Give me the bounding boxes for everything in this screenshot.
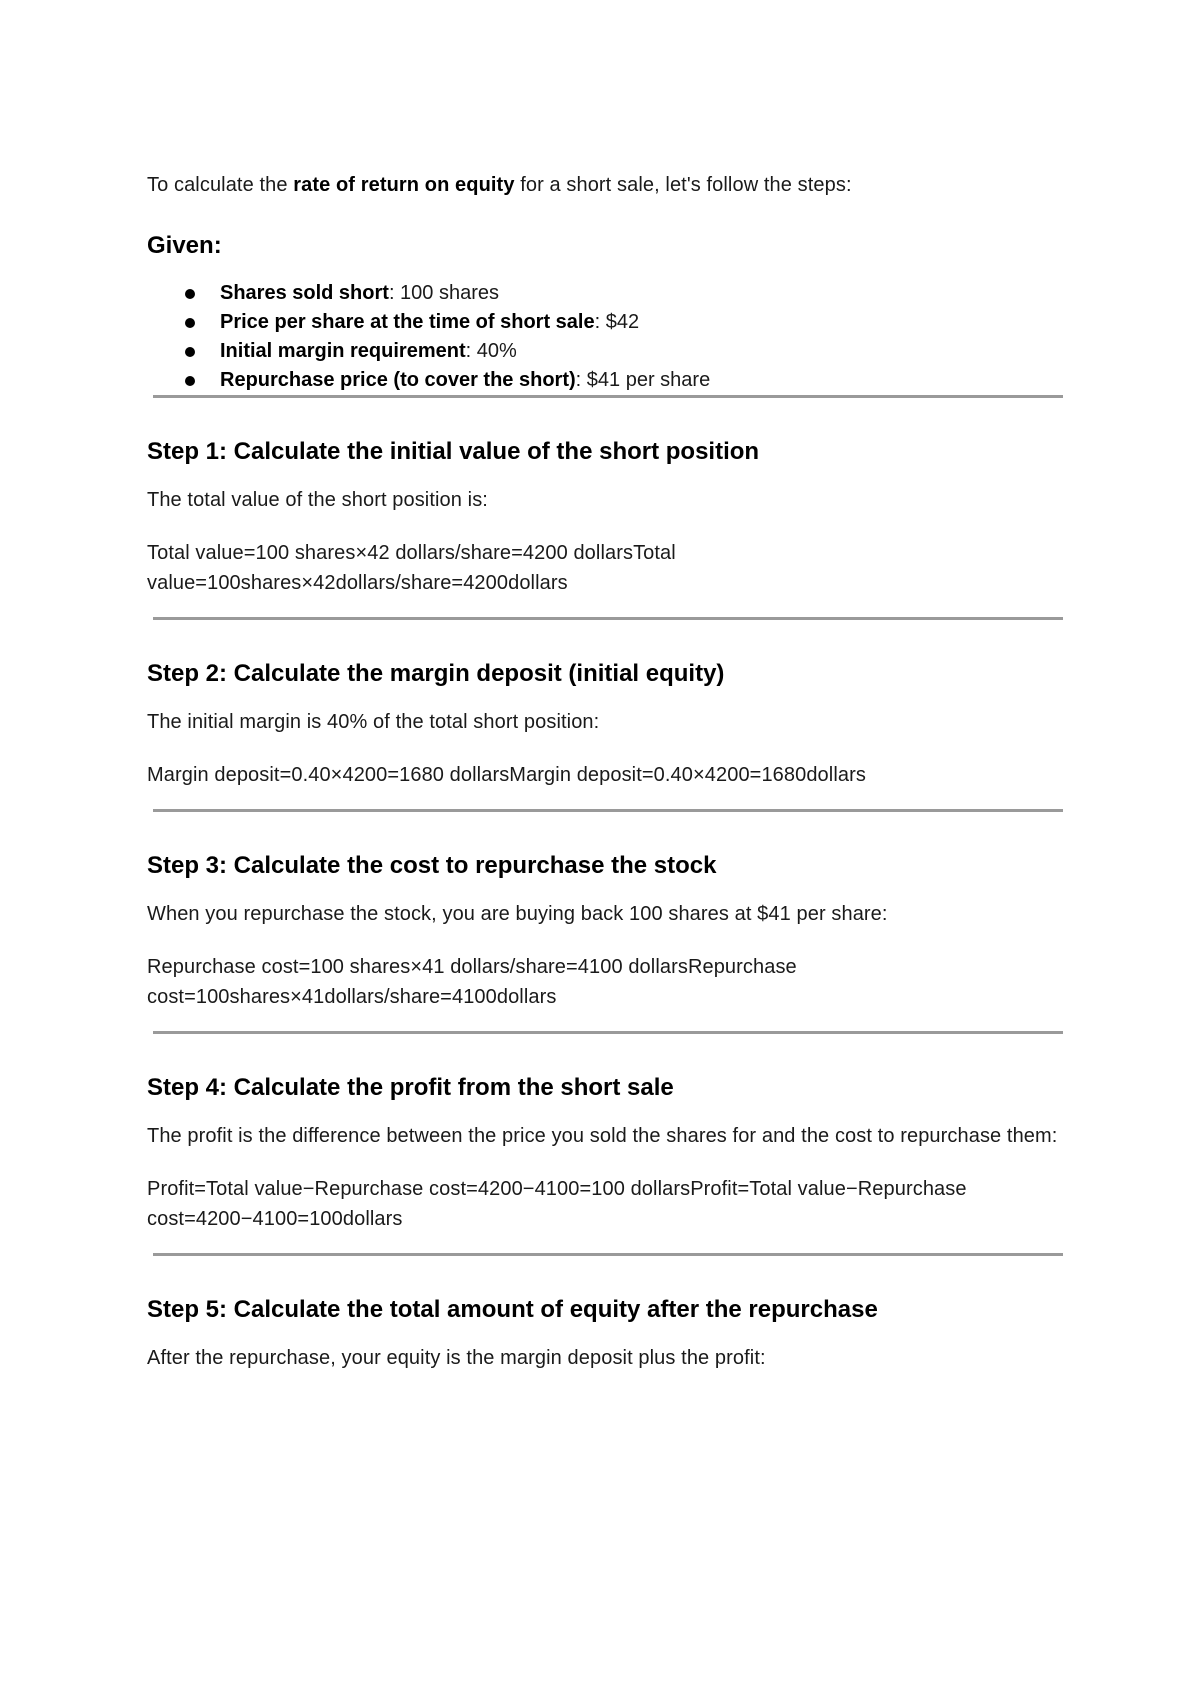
given-item-label: Repurchase price (to cover the short) (220, 369, 576, 391)
intro-text-after: for a short sale, let's follow the steps: (514, 174, 852, 196)
intro-text-before: To calculate the (147, 174, 294, 196)
section-divider (153, 617, 1063, 620)
step-1 (147, 437, 1080, 598)
step-title: Step 2: Calculate the margin deposit (initial equity) (147, 660, 725, 687)
step-4 (147, 1073, 1080, 1234)
bullet-icon (185, 318, 195, 328)
given-item-price (185, 308, 1080, 337)
bullet-icon (185, 347, 195, 357)
section-divider (153, 1253, 1063, 1256)
given-item-label: Shares sold short (220, 282, 389, 304)
section-divider (153, 809, 1063, 812)
bullet-icon (185, 289, 195, 299)
given-item-shares (185, 279, 1080, 308)
section-divider (153, 1031, 1063, 1034)
step-formula: Repurchase cost=100 shares×41 dollars/share=4100 dollarsRepurchase cost=100shares×41dollars/share=4100dollars (147, 956, 797, 1008)
step-description: The total value of the short position is: (147, 489, 488, 511)
step-description: After the repurchase, your equity is the margin deposit plus the profit: (147, 1347, 766, 1369)
given-item-repurchase (185, 366, 1080, 395)
step-3 (147, 851, 1080, 1012)
given-item-value: : $41 per share (575, 369, 711, 391)
step-description: The profit is the difference between the price you sold the shares for and the cost to repurchase them: (147, 1125, 1058, 1147)
given-item-value: : $42 (594, 311, 640, 333)
given-item-margin (185, 337, 1080, 366)
step-formula: Profit=Total value−Repurchase cost=4200−4100=100 dollarsProfit=Total value−Repurchase cost=4200−4100=100dollars (147, 1178, 967, 1230)
step-title: Step 3: Calculate the cost to repurchase the stock (147, 852, 717, 879)
given-item-label: Price per share at the time of short sale (220, 311, 595, 333)
step-description: When you repurchase the stock, you are buying back 100 shares at $41 per share: (147, 903, 888, 925)
given-item-label: Initial margin requirement (220, 340, 466, 362)
step-formula: Margin deposit=0.40×4200=1680 dollarsMargin deposit=0.40×4200=1680dollars (147, 764, 866, 786)
step-5 (147, 1295, 1080, 1373)
intro-paragraph (147, 170, 1080, 200)
step-title: Step 5: Calculate the total amount of equity after the repurchase (147, 1296, 878, 1323)
section-divider (153, 395, 1063, 398)
given-heading: Given: (147, 232, 222, 259)
given-item-value: : 40% (465, 340, 517, 362)
step-2 (147, 659, 1080, 790)
step-title: Step 1: Calculate the initial value of the short position (147, 438, 760, 465)
step-title: Step 4: Calculate the profit from the short sale (147, 1074, 674, 1101)
bullet-icon (185, 376, 195, 386)
given-item-value: : 100 shares (388, 282, 500, 304)
step-formula: Total value=100 shares×42 dollars/share=4200 dollarsTotal value=100shares×42dollars/share=4200dollars (147, 542, 676, 594)
step-description: The initial margin is 40% of the total short position: (147, 711, 600, 733)
given-list (147, 279, 1080, 395)
intro-text-bold: rate of return on equity (293, 174, 515, 196)
